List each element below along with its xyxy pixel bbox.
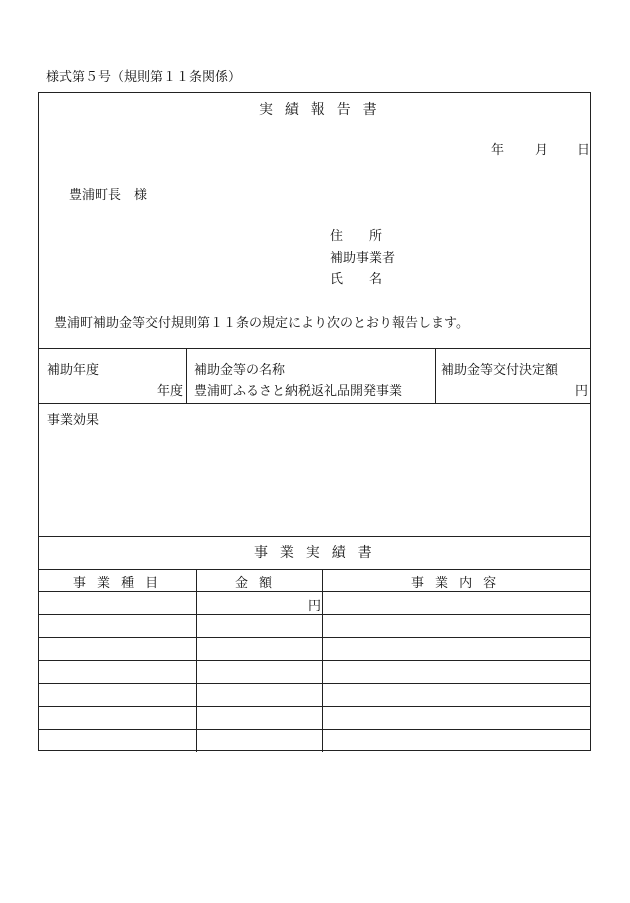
- divider: [39, 569, 590, 570]
- table-row-line: [39, 660, 590, 661]
- applicant-name-label: 氏 名: [330, 272, 383, 287]
- header-project-type: 事業種目: [73, 576, 170, 591]
- addressee: 豊浦町長 様: [69, 188, 148, 203]
- results-title: 事業実績書: [254, 545, 384, 561]
- date-month[interactable]: 月: [535, 143, 549, 158]
- table-row-line: [39, 591, 590, 592]
- divider: [186, 348, 187, 403]
- header-amount: 金額: [235, 576, 284, 591]
- applicant-role-label: 補助事業者: [330, 251, 396, 266]
- subsidy-amount-label: 補助金等交付決定額: [441, 363, 559, 378]
- form-title: 実績報告書: [259, 102, 389, 118]
- amount-unit[interactable]: 円: [308, 599, 322, 614]
- subsidy-amount-unit[interactable]: 円: [575, 384, 589, 399]
- statement: 豊浦町補助金等交付規則第１１条の規定により次のとおり報告します。: [54, 316, 469, 331]
- header-project-content: 事業内容: [411, 576, 508, 591]
- applicant-address-label: 住 所: [330, 229, 383, 244]
- subsidy-year-value[interactable]: 年度: [157, 384, 184, 399]
- subsidy-year-label: 補助年度: [47, 363, 100, 378]
- divider: [39, 403, 590, 404]
- table-row-line: [39, 706, 590, 707]
- divider: [39, 348, 590, 349]
- table-row-line: [39, 637, 590, 638]
- table-row-line: [39, 683, 590, 684]
- report-form: [38, 92, 591, 751]
- form-number: 様式第５号（規則第１１条関係）: [46, 70, 242, 85]
- date-day[interactable]: 日: [577, 143, 591, 158]
- divider: [435, 348, 436, 403]
- project-effect-label: 事業効果: [47, 413, 100, 428]
- table-row-line: [39, 614, 590, 615]
- subsidy-name-value[interactable]: 豊浦町ふるさと納税返礼品開発事業: [194, 384, 403, 399]
- date-year[interactable]: 年: [491, 143, 505, 158]
- divider: [39, 536, 590, 537]
- table-row-line: [39, 729, 590, 730]
- subsidy-name-label: 補助金等の名称: [194, 363, 286, 378]
